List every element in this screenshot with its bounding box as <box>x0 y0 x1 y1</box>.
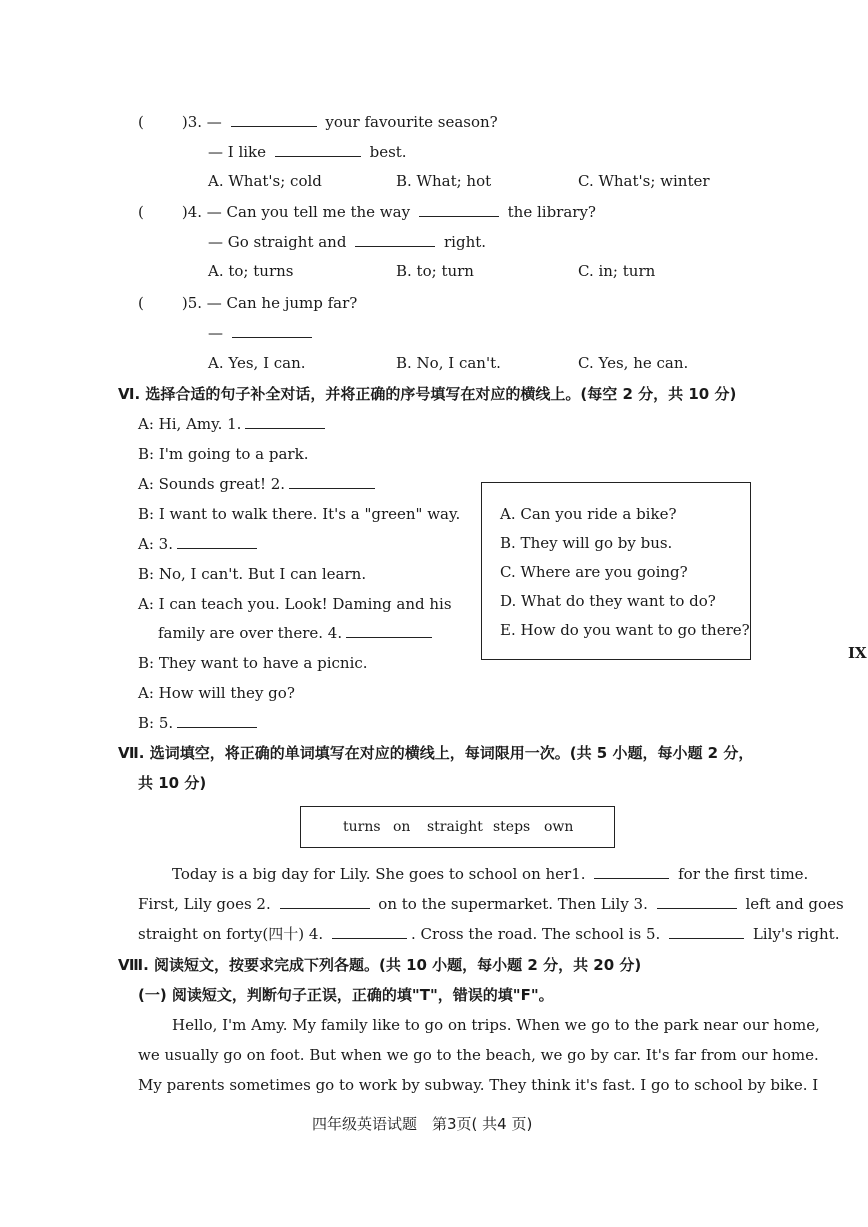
sentence-option: C. Where are you going? <box>500 563 688 581</box>
q4-paren: ( <box>138 203 144 221</box>
q5-reply-start: — <box>208 324 223 342</box>
word-bank-item: own <box>544 819 574 835</box>
word-bank-item: turns <box>343 819 381 835</box>
cloze-line-1 <box>172 864 808 884</box>
dialog-line: B: No, I can't. But I can learn. <box>138 565 367 583</box>
dialog-text: A: 3. <box>138 535 173 553</box>
passage-line: we usually go on foot. But when we go to the beach, we go by car. It's far from our home. <box>138 1046 819 1064</box>
cloze-blank-3[interactable] <box>657 894 737 909</box>
dialog-line <box>138 534 261 554</box>
q4-reply-start: — Go straight and <box>208 233 347 251</box>
passage-line: Hello, I'm Amy. My family like to go on trips. When we go to the park near our home, <box>172 1016 820 1034</box>
page-footer: 四年级英语试题 第3页( 共4 页) <box>312 1115 533 1133</box>
q3-option-c: C. What's; winter <box>578 172 710 190</box>
cloze-text: left and goes <box>745 895 844 913</box>
q4-line1 <box>138 202 596 222</box>
q4-blank-1[interactable] <box>419 202 499 217</box>
cloze-text: Lily's right. <box>752 925 840 943</box>
q5-blank[interactable] <box>232 323 312 338</box>
dialog-blank-4[interactable] <box>346 623 432 638</box>
word-bank-item: steps <box>493 819 531 835</box>
dialog-blank-3[interactable] <box>177 534 257 549</box>
section7-heading-line1: Ⅶ. 选词填空，将正确的单词填写在对应的横线上，每词限用一次。(共 5 小题，每小题 2 分， <box>118 744 754 762</box>
q4-reply-end: right. <box>444 233 487 251</box>
sentence-option: A. Can you ride a bike? <box>500 505 677 523</box>
q5-text: )5. — Can he jump far? <box>181 294 358 312</box>
q4-text: )4. — Can you tell me the way <box>181 203 411 221</box>
dialog-blank-2[interactable] <box>289 474 375 489</box>
word-bank-box <box>300 806 615 848</box>
dialog-line: B: They want to have a picnic. <box>138 654 368 672</box>
cloze-text: Today is a big day for Lily. She goes to school on her1. <box>172 865 586 883</box>
dialog-blank-1[interactable] <box>245 414 325 429</box>
q5-option-a: A. Yes, I can. <box>208 354 306 372</box>
q4-option-a: A. to; turns <box>208 262 294 280</box>
dialog-line <box>138 474 379 494</box>
q4-option-c: C. in; turn <box>578 262 656 280</box>
cloze-text: . Cross the road. The school is 5. <box>410 925 661 943</box>
sentence-option: B. They will go by bus. <box>500 534 673 552</box>
q3-option-a: A. What's; cold <box>208 172 322 190</box>
sentence-option: E. How do you want to go there? <box>500 621 750 639</box>
q3-blank-2[interactable] <box>275 142 361 157</box>
q3-number: )3. — <box>181 113 222 131</box>
q4-blank-2[interactable] <box>355 232 435 247</box>
dialog-blank-5[interactable] <box>177 713 257 728</box>
q4-option-b: B. to; turn <box>396 262 474 280</box>
q3-text: your favourite season? <box>325 113 498 131</box>
q5-option-c: C. Yes, he can. <box>578 354 689 372</box>
cloze-line-2 <box>138 894 844 914</box>
section8-sub-heading: (一) 阅读短文，判断句子正误，正确的填"T"，错误的填"F"。 <box>138 986 554 1004</box>
word-bank-item: straight <box>427 819 483 835</box>
cloze-text: on to the supermarket. Then Lily 3. <box>378 895 648 913</box>
q3-option-b: B. What; hot <box>396 172 492 190</box>
q3-reply-start: — I like <box>208 143 267 161</box>
dialog-text: A: Hi, Amy. 1. <box>138 415 242 433</box>
section8-heading: Ⅷ. 阅读短文，按要求完成下列各题。(共 10 小题，每小题 2 分，共 20 分) <box>118 956 642 974</box>
dialog-line: B: I'm going to a park. <box>138 445 309 463</box>
section7-heading-line2: 共 10 分) <box>138 774 207 792</box>
q3-line1 <box>138 112 498 132</box>
q4-text-tail: the library? <box>507 203 596 221</box>
q3-blank-1[interactable] <box>231 112 317 127</box>
cloze-blank-5[interactable] <box>669 924 744 939</box>
cloze-text: straight on forty(四十) 4. <box>138 925 324 943</box>
sentence-options-box <box>481 482 751 660</box>
dialog-line: A: How will they go? <box>138 684 295 702</box>
q5-line2 <box>208 323 316 343</box>
q5-paren: ( <box>138 294 144 312</box>
word-bank-item: on <box>393 819 411 835</box>
sentence-option: D. What do they want to do? <box>500 592 716 610</box>
cloze-text: First, Lily goes 2. <box>138 895 271 913</box>
q5-line1 <box>138 293 357 313</box>
q5-option-b: B. No, I can't. <box>396 354 501 372</box>
cloze-blank-2[interactable] <box>280 894 370 909</box>
cloze-blank-4[interactable] <box>332 924 407 939</box>
q4-line2 <box>208 232 486 252</box>
cloze-line-3 <box>138 924 839 944</box>
section6-heading: Ⅵ. 选择合适的句子补全对话，并将正确的序号填写在对应的横线上。(每空 2 分，共 10 分) <box>118 385 737 403</box>
dialog-line: B: I want to walk there. It's a "green" way. <box>138 505 461 523</box>
dialog-text: family are over there. 4. <box>158 624 343 642</box>
dialog-line <box>138 713 261 733</box>
q3-paren: ( <box>138 113 144 131</box>
dialog-line <box>138 414 329 434</box>
margin-label: IX <box>848 644 867 662</box>
cloze-blank-1[interactable] <box>594 864 669 879</box>
q3-reply-end: best. <box>369 143 407 161</box>
dialog-line: A: I can teach you. Look! Daming and his <box>138 595 452 613</box>
dialog-text: B: 5. <box>138 714 174 732</box>
cloze-text: for the first time. <box>678 865 809 883</box>
passage-line: My parents sometimes go to work by subway. They think it's fast. I go to school by bike. I <box>138 1076 819 1094</box>
dialog-line <box>158 623 436 643</box>
q3-line2 <box>208 142 407 162</box>
dialog-text: A: Sounds great! 2. <box>138 475 286 493</box>
